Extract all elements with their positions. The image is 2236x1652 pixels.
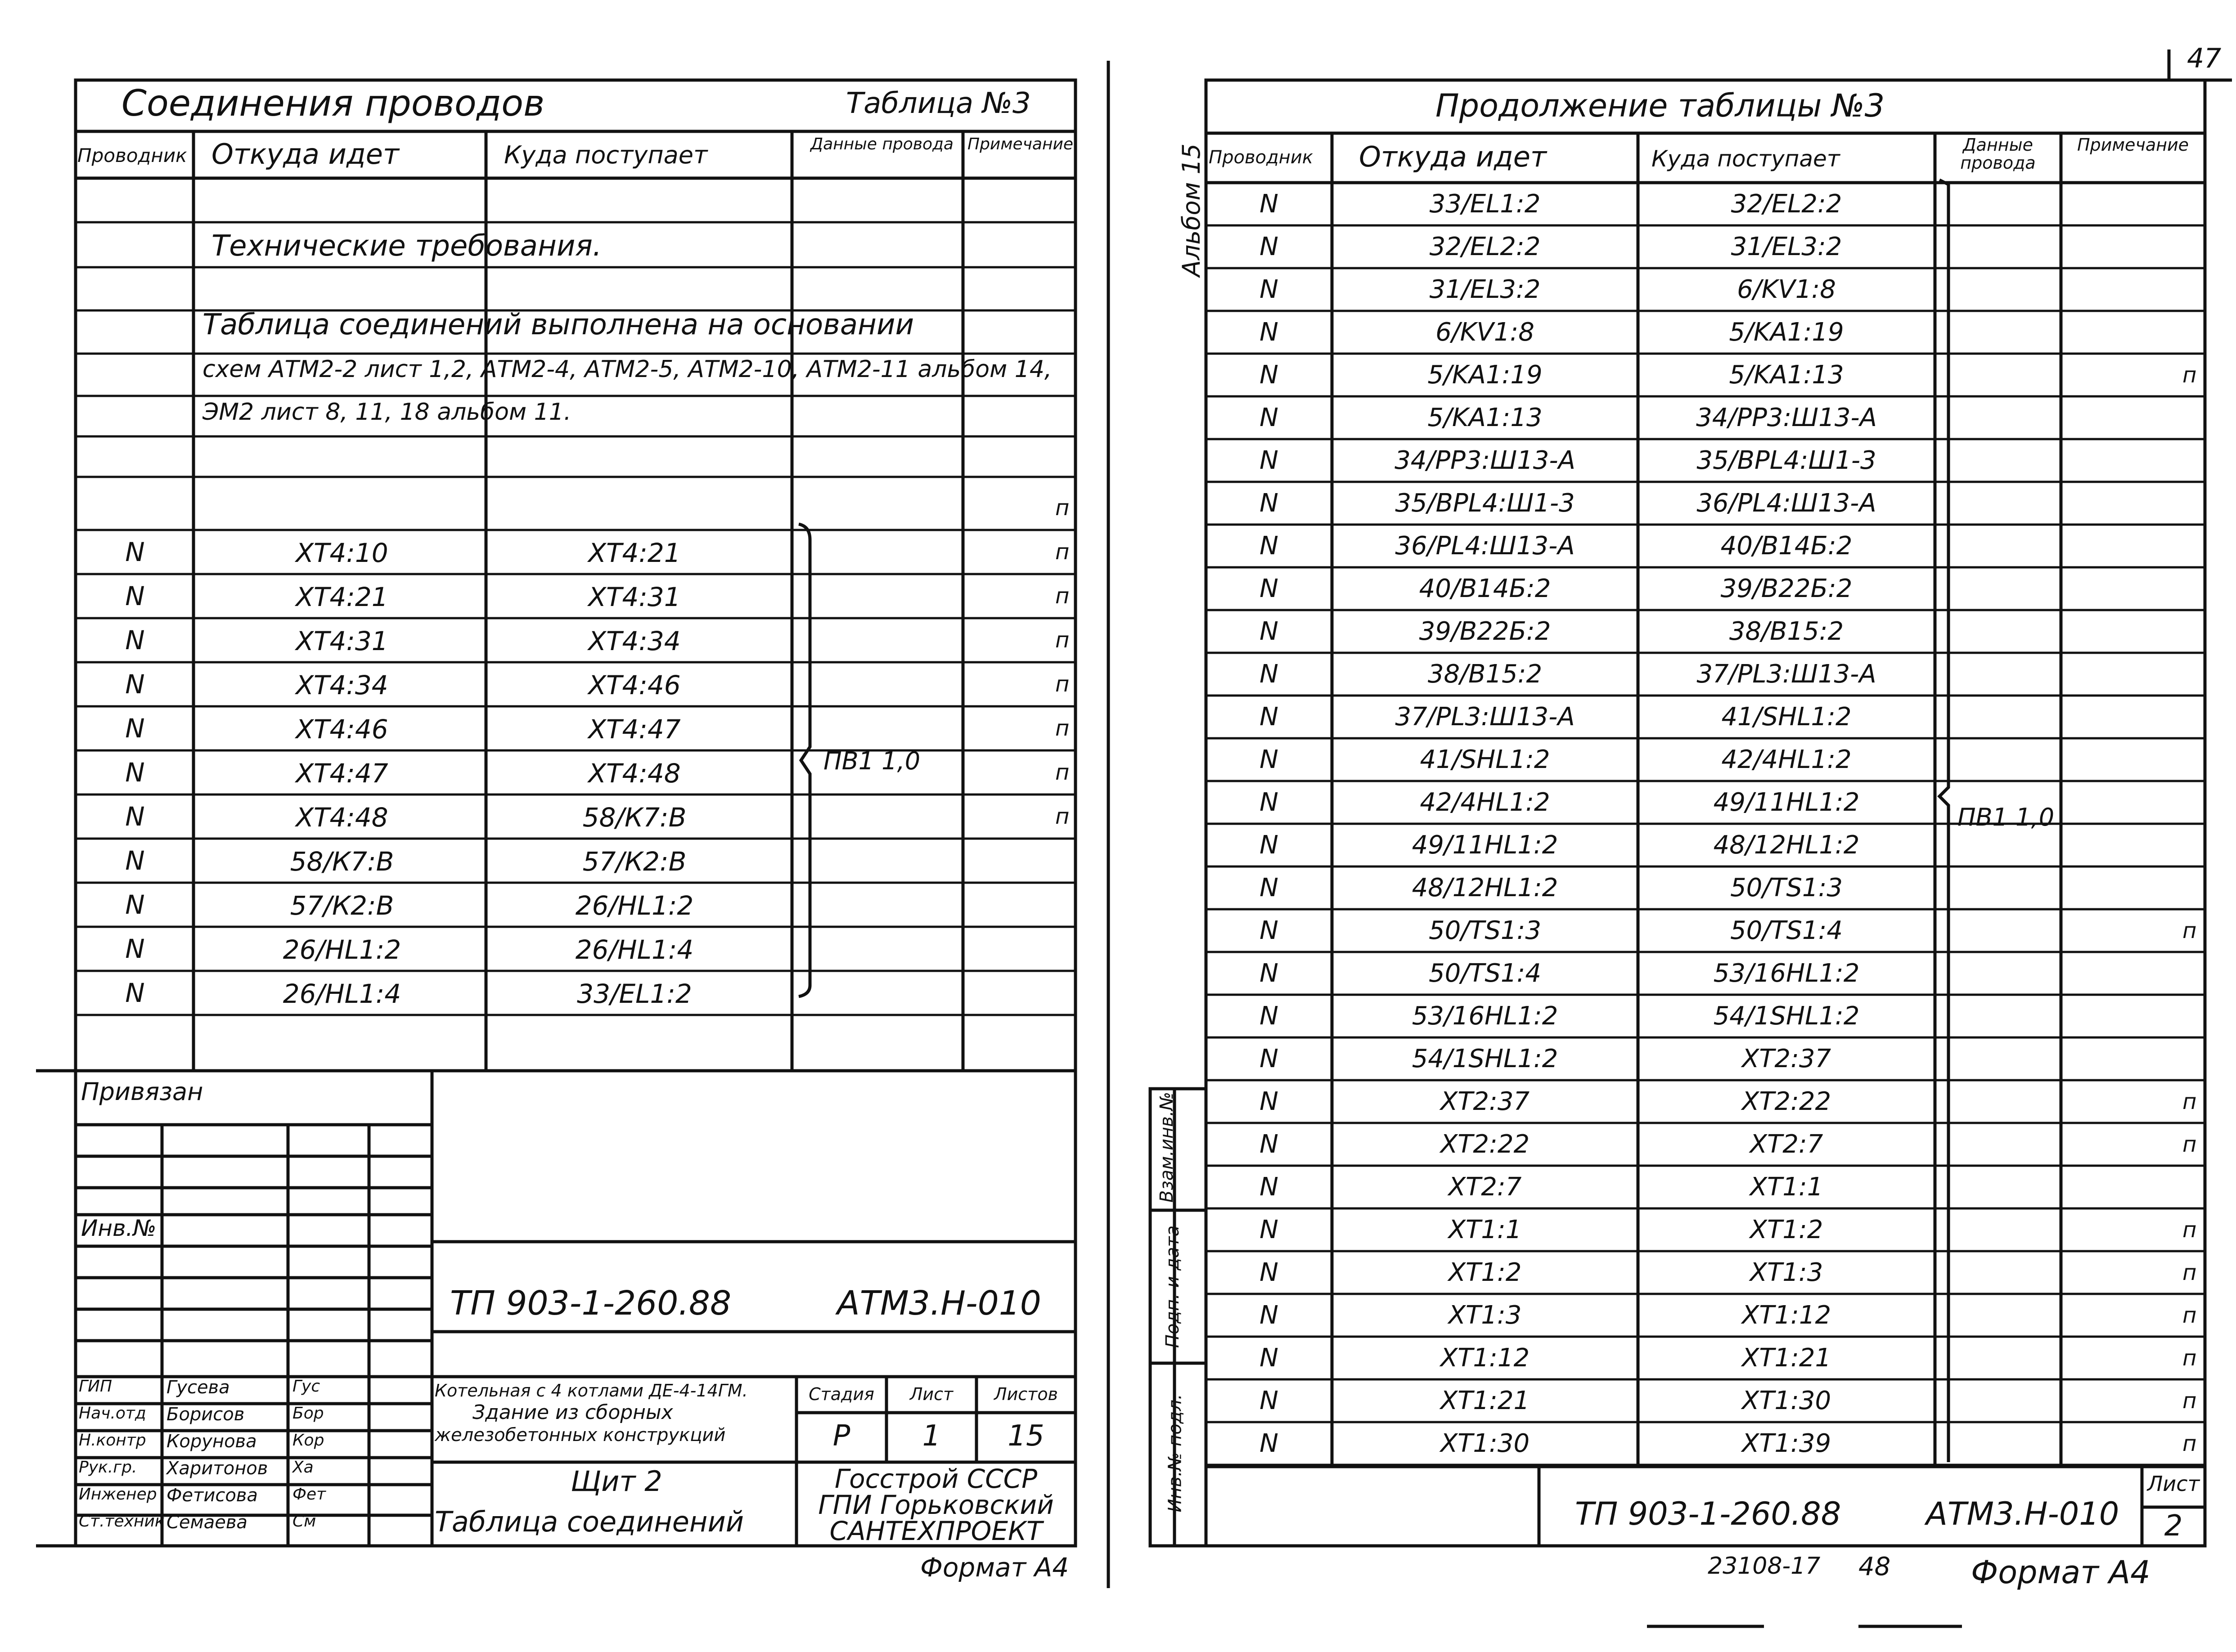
side-label-replace: Взам.инв.№ (1156, 1091, 1178, 1203)
left-row-from: ХТ4:46 (296, 714, 388, 745)
right-row-to: 42/4HL1:2 (1721, 745, 1852, 774)
left-header-from: Откуда идет (211, 138, 400, 171)
right-wire-data: ПВ1 1,0 (1957, 803, 2055, 831)
left-row-wire: N (125, 978, 145, 1008)
right-row-from: ХТ1:2 (1448, 1258, 1522, 1287)
right-row-from: 32/EL2:2 (1429, 232, 1541, 261)
right-row-note: п (2182, 1260, 2197, 1285)
left-wire-data: ПВ1 1,0 (823, 747, 921, 775)
right-row-from: 35/BPL4:Ш1-3 (1395, 489, 1575, 518)
stamp-person-role: Инженер (79, 1485, 157, 1504)
right-row-note: п (2182, 1431, 2197, 1456)
right-row-wire: N (1260, 1343, 1278, 1373)
right-row-wire: N (1260, 617, 1278, 646)
stamp-person-name: Корунова (166, 1431, 257, 1452)
left-row-from: ХТ4:21 (296, 582, 388, 612)
right-row-wire: N (1260, 1258, 1278, 1287)
left-row-wire: N (125, 625, 145, 655)
left-row-wire: N (125, 537, 145, 567)
right-row-note: п (2182, 1303, 2197, 1328)
right-row-from: 39/B22Б:2 (1419, 617, 1551, 646)
stamp-doc-mark: АТМ3.Н-010 (837, 1284, 1041, 1323)
bottom-page: 48 (1858, 1552, 1891, 1581)
right-row-to: ХТ1:39 (1741, 1429, 1831, 1458)
stamp-person-name: Гусева (166, 1377, 230, 1398)
left-row-note: п (1055, 804, 1070, 829)
right-row-wire: N (1260, 916, 1278, 945)
right-row-from: 5/KA1:13 (1427, 403, 1543, 432)
right-row-from: 50/TS1:4 (1428, 959, 1542, 988)
right-row-to: 36/PL4:Ш13-А (1696, 489, 1876, 518)
stamp-person-role: ГИП (79, 1377, 112, 1396)
right-row-wire: N (1260, 660, 1278, 689)
stamp-person-signature: См (292, 1512, 316, 1531)
right-row-to: 48/12HL1:2 (1713, 830, 1860, 860)
right-row-wire: N (1260, 1087, 1278, 1116)
right-header-note: Примечание (2077, 135, 2189, 155)
stamp-person-signature: Гус (292, 1377, 320, 1396)
right-row-wire: N (1260, 873, 1278, 902)
left-row-wire: N (125, 845, 145, 876)
right-row-from: 33/EL1:2 (1429, 189, 1541, 219)
right-row-note: п (2182, 1132, 2197, 1157)
left-row-wire: N (125, 889, 145, 920)
right-row-to: 6/KV1:8 (1737, 275, 1836, 304)
left-row-wire: N (125, 713, 145, 744)
left-note-3: схем АТМ2-2 лист 1,2, АТМ2-4, АТМ2-5, АТМ2-10, АТМ2-11 альбом 14, (202, 356, 1052, 383)
left-row-wire: N (125, 757, 145, 788)
right-row-note: п (2182, 1217, 2197, 1243)
right-row-wire: N (1260, 189, 1278, 219)
right-row-to: 5/KA1:13 (1729, 360, 1844, 390)
left-note-1: Технические требования. (211, 229, 602, 263)
left-row-note: п (1055, 760, 1070, 785)
right-row-from: 54/1SHL1:2 (1412, 1044, 1558, 1073)
right-header-to: Куда поступает (1651, 146, 1840, 172)
right-format: Формат А4 (1971, 1554, 2151, 1591)
right-row-from: ХТ1:1 (1448, 1215, 1522, 1244)
side-label-inv: Инв.№ подл. (1165, 1394, 1186, 1513)
stamp-org-3: САНТЕХПРОЕКТ (829, 1516, 1043, 1546)
right-row-to: ХТ1:30 (1741, 1386, 1831, 1415)
right-row-to: ХТ2:7 (1750, 1130, 1823, 1159)
right-row-from: 37/PL3:Ш13-А (1395, 702, 1575, 732)
stamp-person-role: Нач.отд (79, 1404, 146, 1423)
stamp-sheet: 1 (922, 1419, 941, 1453)
right-row-to: 49/11HL1:2 (1713, 788, 1860, 817)
right-header-data: Данные провода (1960, 135, 2036, 173)
stamp-title-2: Таблица соединений (435, 1505, 744, 1538)
right-row-to: 32/EL2:2 (1731, 189, 1842, 219)
left-row-from: ХТ4:34 (296, 670, 388, 700)
right-row-from: 50/TS1:3 (1428, 916, 1542, 945)
stamp-person-signature: Фет (292, 1485, 326, 1504)
stamp-doc-code: ТП 903-1-260.88 (450, 1284, 732, 1323)
right-row-to: ХТ1:2 (1750, 1215, 1823, 1244)
album-label: Альбом 15 (1177, 143, 1206, 277)
inv-label: Инв.№ (81, 1215, 157, 1241)
right-row-to: ХТ2:37 (1741, 1044, 1831, 1073)
right-row-wire: N (1260, 1001, 1278, 1031)
right-row-from: 40/B14Б:2 (1419, 574, 1551, 603)
right-row-to: 34/PP3:Ш13-А (1696, 403, 1877, 432)
stamp-stage: Р (832, 1419, 850, 1453)
stamp-title-1: Щит 2 (571, 1465, 662, 1498)
left-row-to: ХТ4:47 (588, 714, 681, 745)
right-footer-sheet: 2 (2164, 1509, 2183, 1543)
left-row-wire: N (125, 581, 145, 611)
left-row-to: 57/К2:В (582, 846, 687, 877)
left-row-from: ХТ4:10 (296, 538, 388, 568)
left-row-from: ХТ4:48 (296, 802, 388, 833)
right-row-wire: N (1260, 1130, 1278, 1159)
right-row-to: 37/PL3:Ш13-А (1696, 660, 1876, 689)
left-header-wire: Проводник (77, 144, 187, 166)
left-header-to: Куда поступает (504, 141, 708, 169)
right-row-wire: N (1260, 360, 1278, 390)
left-row-wire: N (125, 934, 145, 964)
right-footer-sheet-label: Лист (2147, 1472, 2200, 1496)
left-row-from: 57/К2:В (290, 890, 394, 921)
left-row-from: 26/HL1:4 (283, 979, 401, 1009)
side-label-signature: Подп. и дата (1162, 1225, 1183, 1348)
right-row-from: 31/EL3:2 (1429, 275, 1541, 304)
stamp-project-1: Котельная с 4 котлами ДЕ-4-14ГМ. (435, 1381, 748, 1401)
stamp-person-name: Семаева (166, 1512, 247, 1533)
right-row-to: 53/16HL1:2 (1713, 959, 1860, 988)
right-row-to: ХТ1:1 (1750, 1172, 1823, 1202)
left-row-to: 33/EL1:2 (577, 979, 692, 1009)
left-row-from: ХТ4:47 (296, 758, 388, 789)
right-header-from: Откуда идет (1359, 140, 1547, 173)
bottom-number: 23108-17 (1708, 1553, 1821, 1580)
left-row-to: 26/HL1:2 (575, 890, 694, 921)
right-row-from: 41/SHL1:2 (1420, 745, 1550, 774)
stamp-project-2: Здание из сборных (472, 1401, 673, 1424)
left-row-from: ХТ4:31 (296, 626, 388, 656)
left-row-wire: N (125, 801, 145, 832)
left-row-note: п (1055, 495, 1070, 521)
left-row-note: п (1055, 628, 1070, 653)
right-row-note: п (2182, 1346, 2197, 1371)
left-format: Формат А4 (920, 1552, 1069, 1583)
right-row-to: ХТ1:3 (1750, 1258, 1823, 1287)
right-row-note: п (2182, 918, 2197, 943)
stamp-person-signature: Бор (292, 1404, 324, 1423)
left-row-from: 58/К7:В (290, 846, 394, 877)
right-row-from: 48/12HL1:2 (1412, 873, 1558, 902)
left-row-to: 26/HL1:4 (575, 934, 694, 965)
stamp-sheet-header: Лист (909, 1384, 954, 1404)
left-header-note: Примечание (967, 135, 1074, 153)
left-row-note: п (1055, 584, 1070, 609)
stamp-stage-header: Стадия (809, 1384, 874, 1404)
right-row-to: 41/SHL1:2 (1721, 702, 1852, 732)
right-row-from: 53/16HL1:2 (1412, 1001, 1558, 1031)
right-row-to: 35/BPL4:Ш1-3 (1696, 446, 1876, 475)
right-row-wire: N (1260, 1386, 1278, 1415)
right-row-wire: N (1260, 489, 1278, 518)
left-row-note: п (1055, 672, 1070, 697)
right-row-from: ХТ2:37 (1440, 1087, 1530, 1116)
stamp-person-name: Фетисова (166, 1485, 258, 1506)
right-row-to: 40/B14Б:2 (1720, 531, 1853, 561)
right-row-from: ХТ2:7 (1448, 1172, 1522, 1202)
stamp-person-role: Рук.гр. (79, 1458, 137, 1477)
right-row-to: 50/TS1:3 (1730, 873, 1843, 902)
left-header-data: Данные провода (810, 135, 954, 153)
right-row-wire: N (1260, 531, 1278, 561)
stamp-person-role: Н.контр (79, 1431, 146, 1450)
left-row-to: ХТ4:34 (588, 626, 681, 656)
right-row-wire: N (1260, 232, 1278, 261)
left-row-to: ХТ4:31 (588, 582, 681, 612)
left-note-4: ЭМ2 лист 8, 11, 18 альбом 11. (202, 399, 571, 426)
right-row-wire: N (1260, 403, 1278, 432)
left-note-2: Таблица соединений выполнена на основании (202, 308, 914, 341)
right-header-wire: Проводник (1209, 147, 1313, 168)
stamp-sheets-header: Листов (994, 1384, 1058, 1404)
left-table-title: Соединения проводов (121, 82, 545, 124)
right-row-from: 49/11HL1:2 (1412, 830, 1558, 860)
stamp-person-signature: Ха (292, 1458, 314, 1477)
right-row-from: 38/B15:2 (1427, 660, 1543, 689)
right-row-from: ХТ1:12 (1440, 1343, 1530, 1373)
right-row-wire: N (1260, 1044, 1278, 1073)
left-row-to: ХТ4:21 (588, 538, 681, 568)
right-row-from: ХТ2:22 (1440, 1130, 1530, 1159)
right-row-from: ХТ1:3 (1448, 1301, 1522, 1330)
stamp-person-role: Ст.техник (79, 1512, 165, 1531)
stamp-project-3: железобетонных конструкций (435, 1425, 726, 1446)
right-row-from: 42/4HL1:2 (1420, 788, 1550, 817)
right-row-from: 5/KA1:19 (1427, 360, 1543, 390)
right-row-to: 39/B22Б:2 (1720, 574, 1853, 603)
right-row-wire: N (1260, 1172, 1278, 1202)
stamp-org-1: Госстрой СССР (834, 1463, 1038, 1494)
right-row-to: 54/1SHL1:2 (1713, 1001, 1860, 1031)
right-row-wire: N (1260, 574, 1278, 603)
left-row-note: п (1055, 716, 1070, 741)
right-row-wire: N (1260, 318, 1278, 347)
right-row-note: п (2182, 363, 2197, 388)
right-row-note: п (2182, 1388, 2197, 1414)
right-row-to: 31/EL3:2 (1731, 232, 1842, 261)
stamp-sheets: 15 (1008, 1419, 1044, 1453)
right-row-from: ХТ1:21 (1440, 1386, 1530, 1415)
attached-label: Привязан (81, 1077, 203, 1106)
right-row-wire: N (1260, 959, 1278, 988)
right-row-wire: N (1260, 275, 1278, 304)
left-row-wire: N (125, 669, 145, 700)
right-row-to: 5/KA1:19 (1729, 318, 1844, 347)
right-row-to: 50/TS1:4 (1730, 916, 1843, 945)
right-row-wire: N (1260, 1301, 1278, 1330)
right-row-wire: N (1260, 788, 1278, 817)
right-row-from: 6/KV1:8 (1435, 318, 1534, 347)
right-row-wire: N (1260, 830, 1278, 860)
right-row-to: ХТ2:22 (1741, 1087, 1831, 1116)
right-row-to: ХТ1:21 (1741, 1343, 1831, 1373)
left-row-from: 26/HL1:2 (283, 934, 401, 965)
stamp-person-name: Харитонов (166, 1458, 268, 1479)
stamp-person-signature: Кор (292, 1431, 324, 1450)
stamp-org-2: ГПИ Горьковский (818, 1490, 1054, 1520)
right-footer-doc: ТП 903-1-260.88 (1575, 1495, 1841, 1532)
right-row-to: ХТ1:12 (1741, 1301, 1831, 1330)
left-row-to: ХТ4:46 (588, 670, 681, 700)
right-row-wire: N (1260, 745, 1278, 774)
right-row-wire: N (1260, 1215, 1278, 1244)
stamp-person-name: Борисов (166, 1404, 245, 1425)
right-row-to: 38/B15:2 (1729, 617, 1844, 646)
left-row-note: п (1055, 539, 1070, 565)
right-row-from: ХТ1:30 (1440, 1429, 1530, 1458)
right-footer-mark: АТМ3.Н-010 (1926, 1495, 2119, 1532)
right-row-wire: N (1260, 1429, 1278, 1458)
left-row-to: 58/К7:В (582, 802, 687, 833)
right-row-note: п (2182, 1089, 2197, 1114)
left-table-label: Таблица №3 (846, 87, 1031, 120)
page-number: 47 (2187, 43, 2222, 74)
right-table-title: Продолжение таблицы №3 (1435, 87, 1885, 124)
right-row-wire: N (1260, 702, 1278, 732)
right-row-from: 34/PP3:Ш13-А (1395, 446, 1575, 475)
left-row-to: ХТ4:48 (588, 758, 681, 789)
right-row-wire: N (1260, 446, 1278, 475)
right-row-from: 36/PL4:Ш13-А (1395, 531, 1575, 561)
